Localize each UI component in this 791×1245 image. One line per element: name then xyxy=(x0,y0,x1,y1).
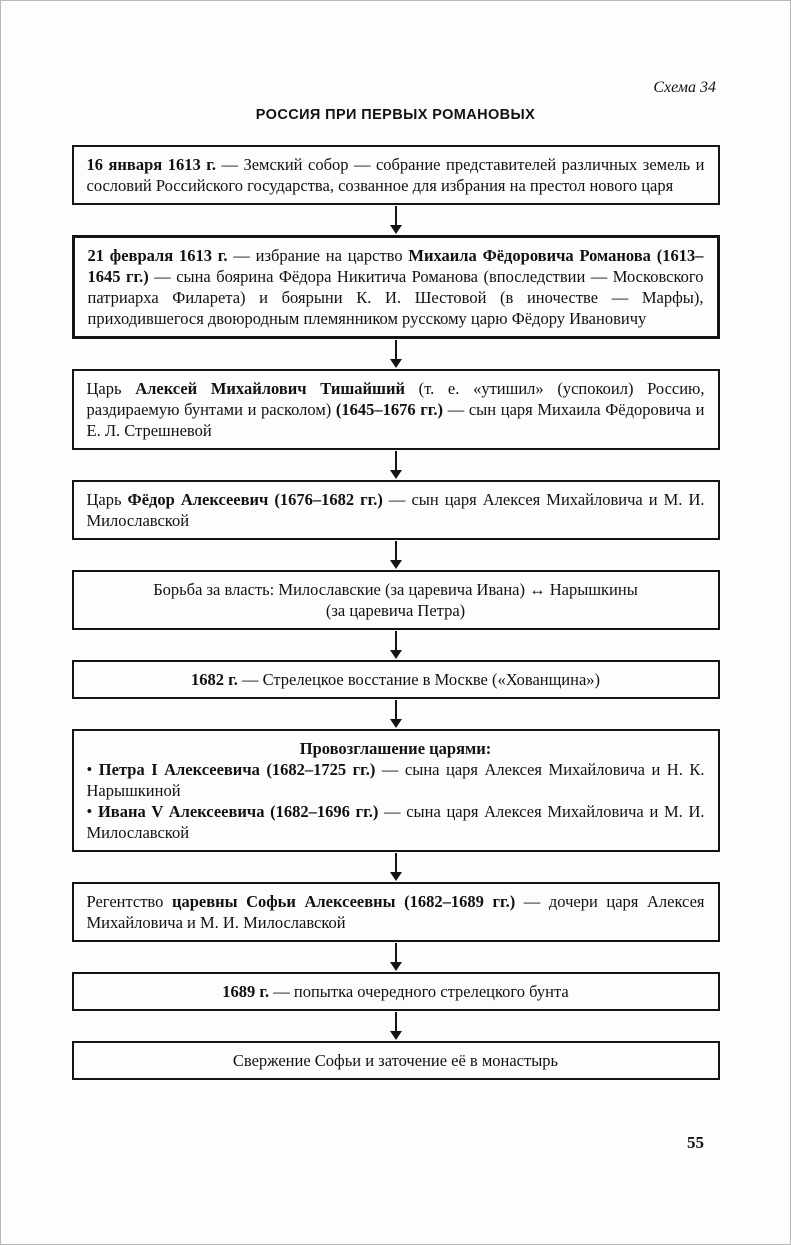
arrow-head xyxy=(390,719,402,728)
down-arrow-icon xyxy=(390,700,402,728)
box-text: Царь Фёдор Алексеевич (1676–1682 гг.) — сын царя Алексея Михайловича и М. И. Милославской xyxy=(86,490,705,530)
down-arrow-icon xyxy=(390,853,402,881)
flowchart xyxy=(72,145,720,1080)
box-text: 16 января 1613 г. — Земский собор — собрание представителей различных земель и сословий Российского государства, созванное для избрания на престол нового царя xyxy=(86,155,705,195)
down-arrow-icon xyxy=(390,340,402,368)
arrow-head xyxy=(390,962,402,971)
flow-box-streltsy-1682 xyxy=(72,660,720,699)
flow-box-election-mikhail xyxy=(72,235,720,339)
box-list-item: • Петра I Алексеевича (1682–1725 гг.) — сына царя Алексея Михайловича и Н. К. Нарышкиной xyxy=(86,760,705,800)
arrow-head xyxy=(390,470,402,479)
flow-box-streltsy-1689 xyxy=(72,972,720,1011)
flow-box-power-struggle xyxy=(72,570,720,630)
box-heading: Провозглашение царями: xyxy=(299,739,492,758)
flow-box-zemsky-sobor xyxy=(72,145,720,205)
arrow-shaft xyxy=(395,631,397,650)
arrow-shaft xyxy=(395,853,397,872)
page-number: 55 xyxy=(687,1133,704,1152)
arrow-head xyxy=(390,359,402,368)
box-text: Борьба за власть: Милославские (за царевича Ивана) ↔ Нарышкины (за царевича Петра) xyxy=(153,580,638,620)
down-arrow-icon xyxy=(390,451,402,479)
box-text: 21 февраля 1613 г. — избрание на царство Михаила Фёдоровича Романова (1613–1645 гг.) — сына боярина Фёдора Никитича Романова (впоследствии — Московского патриарха Филарета) и боярыни К. И. Шестовой (в иночестве — Марфы), приходившегося двоюродным племянником русскому царю Фёдору Ивановичу xyxy=(87,246,704,328)
down-arrow-icon xyxy=(390,943,402,971)
arrow-shaft xyxy=(395,1012,397,1031)
arrow-head xyxy=(390,1031,402,1040)
arrow-shaft xyxy=(395,943,397,962)
down-arrow-icon xyxy=(390,541,402,569)
arrow-shaft xyxy=(395,340,397,359)
down-arrow-icon xyxy=(390,1012,402,1040)
box-text: 1682 г. — Стрелецкое восстание в Москве («Хованщина») xyxy=(190,670,601,689)
box-list-item: • Ивана V Алексеевича (1682–1696 гг.) — сына царя Алексея Михайловича и М. И. Милославской xyxy=(86,802,705,842)
arrow-shaft xyxy=(395,206,397,225)
down-arrow-icon xyxy=(390,206,402,234)
arrow-head xyxy=(390,560,402,569)
box-text: 1689 г. — попытка очередного стрелецкого бунта xyxy=(222,982,569,1001)
flow-box-proclamation xyxy=(72,729,720,852)
arrow-shaft xyxy=(395,541,397,560)
arrow-head xyxy=(390,650,402,659)
arrow-shaft xyxy=(395,451,397,470)
arrow-head xyxy=(390,225,402,234)
box-text: Регентство царевны Софьи Алексеевны (1682–1689 гг.) — дочери царя Алексея Михайловича и М. И. Милославской xyxy=(86,892,705,932)
arrow-head xyxy=(390,872,402,881)
schema-number-label: Схема 34 xyxy=(653,79,716,96)
flow-box-tsar-fyodor xyxy=(72,480,720,540)
box-text: Свержение Софьи и заточение её в монастырь xyxy=(232,1051,559,1070)
flow-box-tsar-aleksey xyxy=(72,369,720,450)
box-text: Царь Алексей Михайлович Тишайший (т. е. «утишил» (успокоил) Россию, раздираемую бунтами и расколом) (1645–1676 гг.) — сын царя Михаила Фёдоровича и Е. Л. Стрешневой xyxy=(86,379,705,440)
flow-box-regency-sophia xyxy=(72,882,720,942)
down-arrow-icon xyxy=(390,631,402,659)
page-title: РОССИЯ ПРИ ПЕРВЫХ РОМАНОВЫХ xyxy=(255,107,536,123)
arrow-shaft xyxy=(395,700,397,719)
flow-box-sophia-overthrow xyxy=(72,1041,720,1080)
